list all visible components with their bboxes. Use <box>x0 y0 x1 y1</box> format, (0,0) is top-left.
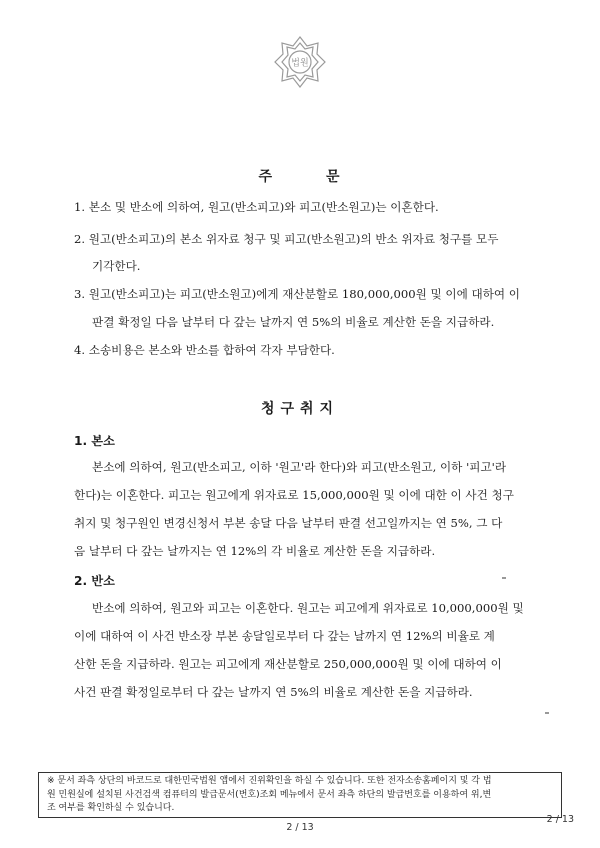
court-seal-icon <box>272 34 328 90</box>
section-2-line-1: 반소에 의하여, 원고와 피고는 이혼한다. 원고는 피고에게 위자료로 10,000,000원 및 <box>92 601 524 615</box>
section-2-line-3: 산한 돈을 지급하라. 원고는 피고에게 재산분할로 250,000,000원 및 이에 대하여 이 <box>74 657 502 671</box>
section-1-line-4: 음 날부터 다 갚는 날까지는 연 12%의 각 비율로 계산한 돈을 지급하라. <box>74 544 436 558</box>
order-item-4: 4. 소송비용은 본소와 반소를 합하여 각자 부담한다. <box>74 343 335 357</box>
scan-speck <box>545 712 549 714</box>
section-1-title: 1. 본소 <box>74 434 115 448</box>
seal-text: 법원 <box>291 58 309 69</box>
section-2-line-2: 이에 대하여 이 사건 반소장 부본 송달일로부터 다 갚는 날까지 연 12%의 비율로 계 <box>74 629 495 643</box>
section-2-title: 2. 반소 <box>74 574 115 588</box>
page-number-center: 2 / 13 <box>286 822 314 833</box>
notice-line-3: 조 여부를 확인하실 수 있습니다. <box>47 803 175 813</box>
scan-speck <box>502 577 506 579</box>
section-1-line-1: 본소에 의하여, 원고(반소피고, 이하 '원고'라 한다)와 피고(반소원고, 이하 '피고'라 <box>92 460 507 474</box>
order-heading <box>0 166 600 186</box>
notice-line-1: ※ 문서 좌측 상단의 바코드로 대한민국법원 앱에서 진위확인을 하실 수 있습니다. 또한 전자소송홈페이지 및 각 법 <box>47 776 492 786</box>
page-number-right: 2 / 13 <box>546 814 574 825</box>
order-item-1: 1. 본소 및 반소에 의하여, 원고(반소피고)와 피고(반소원고)는 이혼한다. <box>74 200 439 214</box>
order-heading-char-2: 문 <box>326 169 342 185</box>
verification-notice <box>38 772 562 818</box>
order-item-3-cont: 판결 확정일 다음 날부터 다 갚는 날까지 연 5%의 비율로 계산한 돈을 지급하라. <box>92 315 495 329</box>
section-2-line-4: 사건 판결 확정일로부터 다 갚는 날까지 연 5%의 비율로 계산한 돈을 지급하라. <box>74 685 473 699</box>
claim-heading: 청구취지 <box>260 401 340 417</box>
order-item-2-cont: 기각한다. <box>92 259 141 273</box>
order-item-3: 3. 원고(반소피고)는 피고(반소원고)에게 재산분할로 180,000,000원 및 이에 대하여 이 <box>74 287 520 301</box>
order-item-2: 2. 원고(반소피고)의 본소 위자료 청구 및 피고(반소원고)의 반소 위자료 청구를 모두 <box>74 232 499 246</box>
section-1-line-2: 한다)는 이혼한다. 피고는 원고에게 위자료로 15,000,000원 및 이에 대한 이 사건 청구 <box>74 488 514 502</box>
order-heading-char-1: 주 <box>258 169 274 185</box>
notice-line-2: 원 민원실에 설치된 사건검색 컴퓨터의 발급문서(번호)조회 메뉴에서 문서 좌측 하단의 발급번호를 이용하여 위,변 <box>47 789 492 800</box>
section-1-line-3: 취지 및 청구원인 변경신청서 부본 송달 다음 날부터 판결 선고일까지는 연 5%, 그 다 <box>74 516 503 530</box>
